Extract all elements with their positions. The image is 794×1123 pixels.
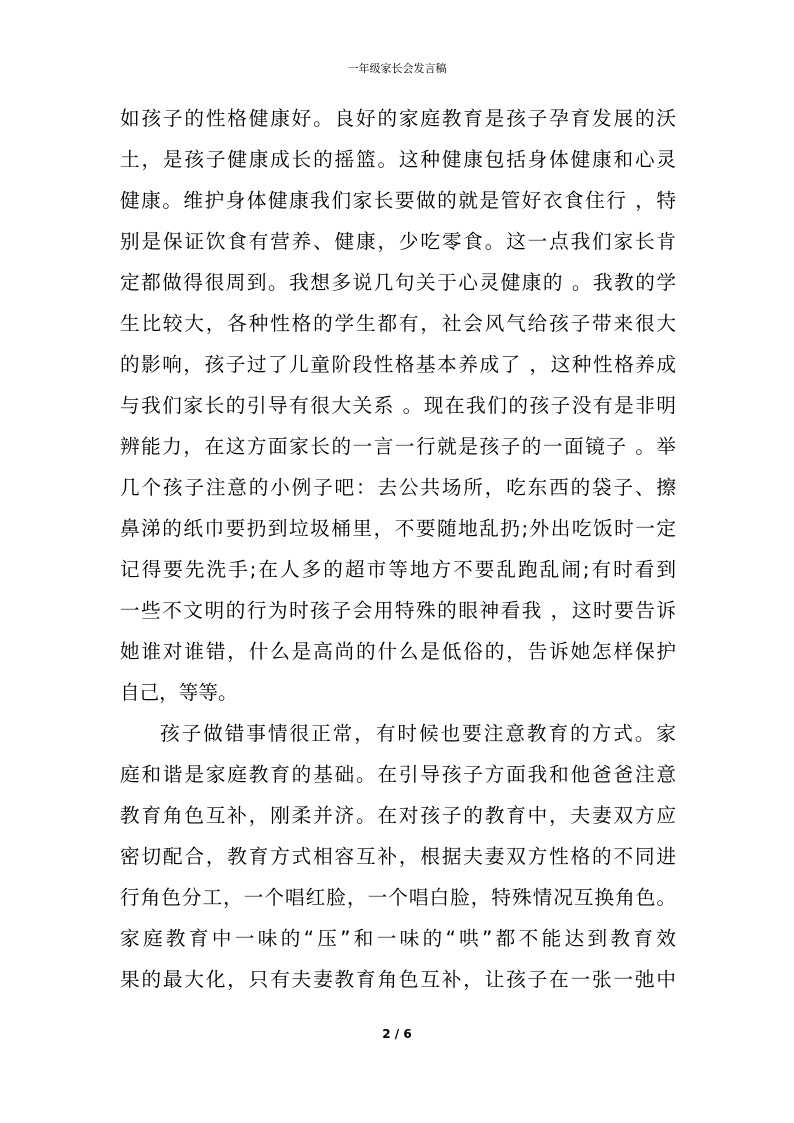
text-line: 记得要先洗手;在人多的超市等地方不要乱跑乱闹;有时看到 <box>120 558 676 581</box>
paragraph-2 <box>120 713 676 1000</box>
text-line: 的影响，孩子过了儿童阶段性格基本养成了 ，这种性格养成 <box>120 353 676 376</box>
text-line: 庭和谐是家庭教育的基础。在引导孩子方面我和他爸爸注意 <box>120 763 676 786</box>
text-line: 她谁对谁错，什么是高尚的什么是低俗的，告诉她怎样保护 <box>120 640 676 663</box>
text-line: 一些不文明的行为时孩子会用特殊的眼神看我 ，这时要告诉 <box>120 599 676 622</box>
text-line: 定都做得很周到。我想多说几句关于心灵健康的 。我教的学 <box>120 271 676 294</box>
text-line: 辨能力，在这方面家长的一言一行就是孩子的一面镜子 。举 <box>120 435 676 458</box>
page-number: 2 / 6 <box>382 1027 412 1041</box>
text-line: 行角色分工，一个唱红脸，一个唱白脸，特殊情况互换角色。 <box>120 886 676 909</box>
document-body <box>120 98 676 1000</box>
text-line: 自己，等等。 <box>120 681 238 704</box>
text-line: 健康。维护身体健康我们家长要做的就是管好衣食住行 ，特 <box>120 189 676 212</box>
text-line: 家庭教育中一味的“压”和一味的“哄”都不能达到教育效 <box>120 927 676 950</box>
text-line: 如孩子的性格健康好。良好的家庭教育是孩子孕育发展的沃 <box>120 107 676 130</box>
text-line: 几个孩子注意的小例子吧：去公共场所，吃东西的袋子、擦 <box>120 476 676 499</box>
text-line: 鼻涕的纸巾要扔到垃圾桶里，不要随地乱扔;外出吃饭时一定 <box>120 517 676 540</box>
text-line: 果的最大化，只有夫妻教育角色互补，让孩子在一张一弛中 <box>120 968 676 991</box>
text-line: 别是保证饮食有营养、健康，少吃零食。这一点我们家长肯 <box>120 230 676 253</box>
text-line: 教育角色互补，刚柔并济。在对孩子的教育中，夫妻双方应 <box>120 804 676 827</box>
page-header: 一年级家长会发言稿 <box>347 62 447 75</box>
paragraph-1 <box>120 98 676 713</box>
text-line: 土，是孩子健康成长的摇篮。这种健康包括身体健康和心灵 <box>120 148 676 171</box>
text-line: 与我们家长的引导有很大关系 。现在我们的孩子没有是非明 <box>120 394 676 417</box>
text-line: 生比较大，各种性格的学生都有，社会风气给孩子带来很大 <box>120 312 676 335</box>
text-line: 孩子做错事情很正常，有时候也要注意教育的方式。家 <box>160 722 676 745</box>
text-line: 密切配合，教育方式相容互补，根据夫妻双方性格的不同进 <box>120 845 676 868</box>
